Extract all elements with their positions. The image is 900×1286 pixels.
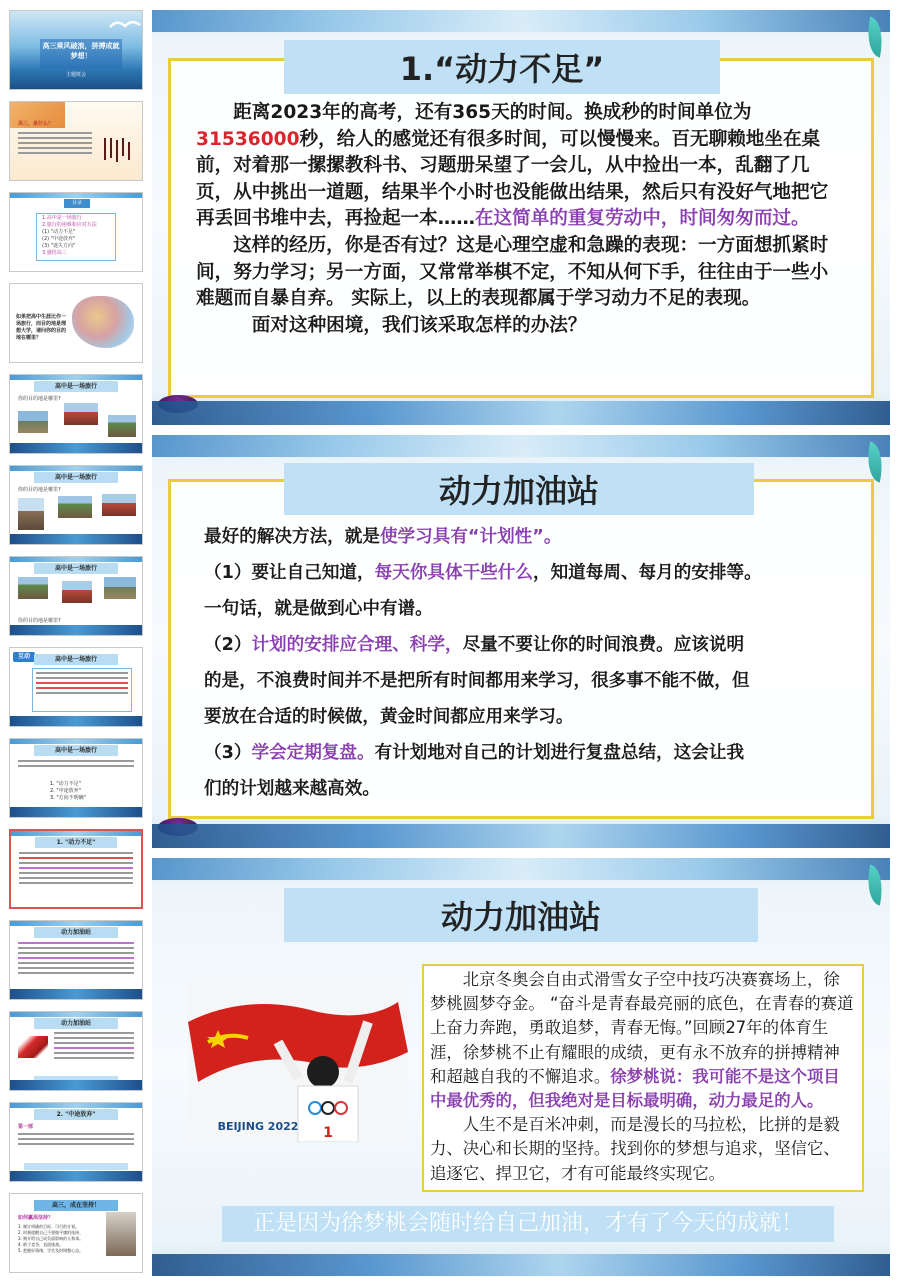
slide-title: 1.“动力不足” [284, 40, 720, 94]
thumb-title: 动力加油站 [34, 927, 118, 938]
toc-list: 1.高中是一场旅行 2.旅行的困难和应对方法 (1) "动力不足" (2) "中途放弃" (3) "迷失方向" 3.感悟高三 [42, 215, 97, 256]
seagull-icon [108, 17, 142, 33]
thumb-title: 动力加油站 [34, 1018, 118, 1029]
point-2: （2）计划的安排应合理、科学，尽量不要让你的时间浪费。应该说明 [204, 635, 745, 655]
cover-title: 高三乘风破浪，拼搏成就梦想！ [42, 42, 120, 60]
story-paragraph-1: 北京冬奥会自由式滑雪女子空中技巧决赛赛场上，徐梦桃圆梦夺金。 “奋斗是青春最亮丽的底色，在青春的赛道上奋力奔跑，勇敢追梦，青春无悔。”回顾27年的体育生涯，徐梦桃不止有耀眼的成绩，更有永不放弃的拼搏精神和超越自我的不懈追求。徐梦桃说：我可能不是这个项目中最优秀的，但我绝对是目标最明确，动力最足的人。 [430, 970, 854, 1111]
point-1: （1）要让自己知道，每天你具体干些什么，知道每周、每月的安排等。 [204, 563, 762, 583]
thumb-title: 2. "中途放弃" [34, 1109, 118, 1120]
thumb-title: 目录 [64, 199, 90, 208]
thumbnail-slide-6[interactable] [9, 465, 143, 545]
point-2-cont2: 要放在合适的时候做，黄金时间都应用来学习。 [204, 707, 574, 727]
thumbnail-slide-11[interactable] [9, 920, 143, 1000]
university-photo [108, 415, 136, 437]
thumbnail-slide-9[interactable] [9, 738, 143, 818]
university-photo [18, 411, 48, 433]
conclusion-banner: 正是因为徐梦桃会随时给自己加油，才有了今天的成就！ [222, 1206, 834, 1242]
slide-body [204, 519, 844, 807]
thumb-list: 1. 制订明确的目标，可行的计划。 2. 时刻提醒自己不要做平庸的选择。 3. 拥开给自己成负面影响的人和事。 4. 敢于竞争，直面挑战。 5. 把握好情绪，学会及时调整心态。 [18, 1224, 84, 1253]
university-photo [102, 494, 136, 516]
quote-highlight: 徐梦桃说：我可能不是这个项目中最优秀的，但我绝对是目标最明确，动力最足的人。 [430, 1066, 840, 1111]
university-photo [58, 496, 92, 518]
university-photo [18, 498, 44, 530]
paragraph-1: 距离2023年的高考，还有365天的时间。换成秒的时间单位为31536000秒，给人的感觉还有很多时间，可以慢慢来。百无聊赖地坐在桌前，对着那一摞摞教科书、习题册呆望了一会儿，从中捡出一本，乱翻了几页，从中挑出一道题，结果半个小时也没能做出结果，然后只有没好气地把它再丢回书堆中去，再捡起一本……在这简单的重复劳动中，时间匆匆而过。 [196, 102, 829, 230]
university-photo [104, 577, 136, 599]
thumbnail-slide-12[interactable] [9, 1011, 143, 1091]
slide-body [196, 100, 836, 339]
interaction-badge: 互动 [13, 652, 35, 662]
point-3-cont: 们的计划越来越高效。 [204, 779, 380, 799]
point-1-cont: 一句话，就是做到心中有谱。 [204, 599, 433, 619]
athlete-photo [18, 1036, 48, 1058]
thumbnail-slide-7[interactable] [9, 556, 143, 636]
calligraphy-image [102, 136, 134, 164]
thumb-title: 高中是一场旅行 [34, 654, 118, 665]
thumb-title: 高中是一场旅行 [34, 381, 118, 392]
bib-number: 1 [323, 1125, 333, 1141]
thumbnail-slide-13[interactable] [9, 1102, 143, 1182]
slide-dongli-buzu [152, 10, 890, 425]
slide-dongli-jiayouzhan-2 [152, 858, 890, 1276]
highlight-text: 在这简单的重复劳动中，时间匆匆而过。 [474, 208, 810, 230]
thumbnail-slide-2[interactable] [9, 101, 143, 181]
china-map-image [72, 296, 134, 348]
thumb-title: 高三，是什么？ [18, 121, 54, 127]
point-3: （3）学会定期复盘。有计划地对自己的计划进行复盘总结，这会让我 [204, 743, 745, 763]
beijing-2022-text: BEIJING 2022 [217, 1120, 299, 1133]
story-text-box [422, 964, 864, 1192]
seconds-number: 31536000 [196, 128, 300, 150]
thumb-list: 1. "动力不足" 2. "中途放弃" 3. "方向不明确" [50, 781, 86, 801]
thumb-title: 如果把高中生涯比作一场旅行，而目的地是理想大学，请问你的目的地在哪里？ [16, 314, 67, 341]
thumb-caption: 第一部 [18, 1124, 34, 1130]
university-photo [64, 403, 98, 425]
thumb-question: 你的目的地是哪里? [18, 618, 61, 624]
motivation-image [106, 1212, 136, 1256]
thumb-subtitle: 如何赢高坚持？ [18, 1215, 54, 1221]
point-2-cont: 的是，不浪费时间并不是把所有时间都用来学习，很多事不能不做，但 [204, 671, 750, 691]
university-photo [18, 577, 48, 599]
intro-line: 最好的解决方法，就是使学习具有“计划性”。 [204, 527, 562, 547]
thumbnail-slide-4[interactable] [9, 283, 143, 363]
thumbnail-slide-8[interactable] [9, 647, 143, 727]
thumb-title: 高中是一场旅行 [34, 745, 118, 756]
thumb-text-lines [18, 132, 92, 157]
paragraph-2: 这样的经历，你是否有过？这是心理空虚和急躁的表现：一方面想抓紧时间，努力学习；另一方面，又常常举棋不定，不知从何下手，往往由于一些小难题而自暴自弃。 实际上，以上的表现都属于学习动力不足的表现。 [196, 234, 829, 310]
thumbnail-slide-1[interactable] [9, 10, 143, 90]
slide-thumbnail-panel[interactable] [0, 0, 150, 1286]
thumbnail-slide-5[interactable] [9, 374, 143, 454]
story-paragraph-2: 人生不是百米冲刺，而是漫长的马拉松，比拼的是毅力、决心和长期的坚持。找到你的梦想与追求，坚信它、追逐它、捍卫它，才有可能最终实现它。 [430, 1115, 840, 1183]
thumb-question: 你的目的地是哪里? [18, 396, 61, 402]
thumb-question: 你的目的地是哪里? [18, 487, 61, 493]
athlete-photo [188, 982, 408, 1142]
thumbnail-slide-10-active[interactable] [9, 829, 143, 909]
slide-title: 动力加油站 [284, 888, 758, 942]
thumb-title: 高中是一场旅行 [34, 472, 118, 483]
thumbnail-slide-3[interactable] [9, 192, 143, 272]
thumb-title: 高中是一场旅行 [34, 563, 118, 574]
thumb-title: 1. "动力不足" [35, 837, 117, 848]
thumbnail-slide-14[interactable] [9, 1193, 143, 1273]
slide-dongli-jiayouzhan-1 [152, 435, 890, 848]
thumb-title: 高三，成在坚持！ [34, 1200, 118, 1211]
athlete-flag-image [188, 982, 408, 1142]
cover-subtitle: 主题班会 [65, 72, 86, 78]
slide-title: 动力加油站 [284, 463, 754, 515]
paragraph-3: 面对这种困境，我们该采取怎样的办法？ [251, 314, 587, 336]
university-photo [62, 581, 92, 603]
